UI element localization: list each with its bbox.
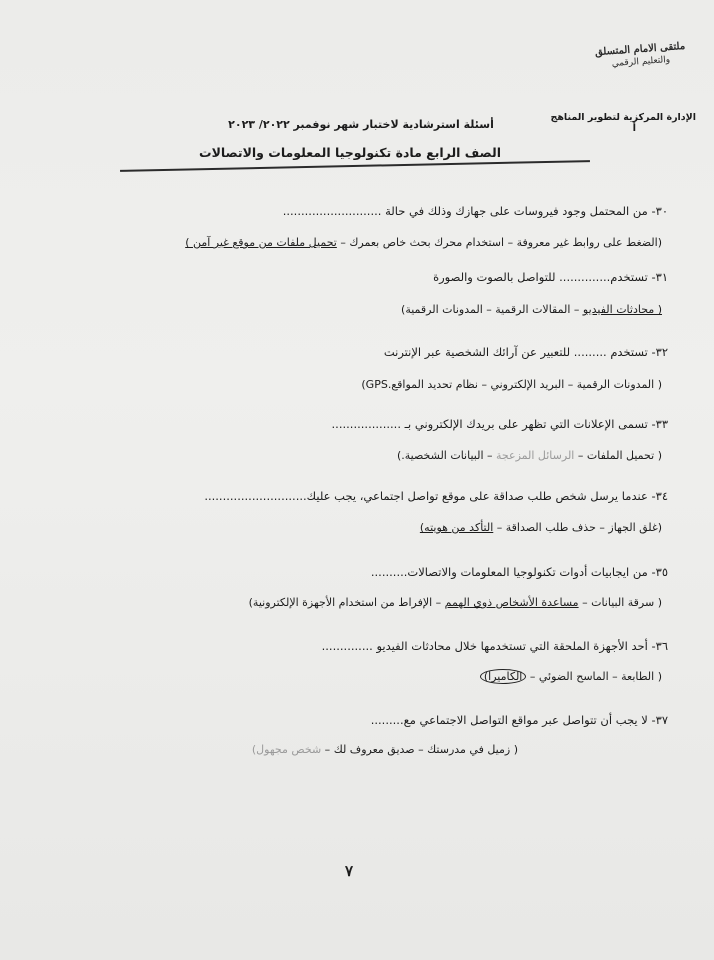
option: ( سرقة البيانات [591,596,662,609]
option: الإفراط من استخدام الأجهزة الإلكترونية) [248,596,433,609]
option: ( تحميل الملفات [586,449,662,462]
question-text: تستخدم ......... للتعبير عن آرائك الشخصية عبر الإنترنت [383,345,648,359]
option: ( المدونات الرقمية [576,378,662,391]
option: الماسح الضوئي [538,670,609,683]
department-mark: أ [632,123,636,134]
ministry-logo [594,41,690,113]
logo-line-1: ملتقى الامام المتسلق [594,40,686,59]
question-number: ٣٧- [651,713,668,727]
option: ( الطابعة [621,670,662,683]
question-33 [332,417,668,431]
question-text: من ايجابيات أدوات تكنولوجيا المعلومات والاتصالات.......... [370,565,648,579]
option-correct: الكاميرا) [480,669,526,684]
option: ( زميل في مدرستك [427,743,518,756]
option-correct: شخص مجهول) [251,743,322,756]
question-number: ٣٢- [651,345,668,359]
question-31 [433,270,668,284]
question-text: من المحتمل وجود فيروسات على جهازك وذلك في حالة ........................... [282,204,648,218]
question-number: ٣١- [651,270,668,284]
option-correct: مساعدة الأشخاص ذوي الهمم [444,596,579,609]
department-header [516,112,696,134]
option: صديق معروف لك [333,743,415,756]
question-37 [371,713,668,727]
subject-title: الصف الرابع مادة تكنولوجيا المعلومات والاتصالات [199,145,501,160]
option: استخدام محرك بحث خاص بعمرك [349,236,505,249]
option-correct: تحميل ملفات من موقع غير آمن ) [185,236,337,249]
options-31: ( محادثات الفيديو – المقالات الرقمية – المدونات الرقمية) [401,303,662,316]
options-36: ( الطابعة – الماسح الضوئي – الكاميرا) [480,670,662,683]
option: (غلق الجهاز [608,521,662,534]
question-text: تسمى الإعلانات التي تظهر على بريدك الإلكتروني بـ ................... [331,417,648,431]
exam-title: أسئلة استرشادية لاختبار شهر نوفمبر ٢٠٢٢/ ٢٠٢٣ [228,118,494,131]
question-number: ٣٥- [651,565,668,579]
option: (الضغط على روابط غير معروفة [516,236,662,249]
question-number: ٣٦- [651,639,668,653]
option-correct: ( محادثات الفيديو [582,303,662,316]
option-correct: الرسائل المزعجة [496,449,575,462]
question-text: أحد الأجهزة الملحقة التي تستخدمها خلال محادثات الفيديو .............. [321,639,648,653]
options-33: ( تحميل الملفات – الرسائل المزعجة – البيانات الشخصية.) [396,449,662,462]
question-text: تستخدم.............. للتواصل بالصوت والصورة [433,270,648,284]
page-number: ٧ [345,862,354,880]
options-32: ( المدونات الرقمية – البريد الإلكتروني – نظام تحديد المواقع.GPS) [361,378,662,391]
question-36 [322,639,668,653]
question-number: ٣٤- [651,489,668,503]
option-correct: التأكد من هويته) [419,521,494,534]
department-name: الإدارة المركزية لتطوير المناهج [550,112,696,123]
options-37: ( زميل في مدرستك – صديق معروف لك – شخص مجهول) [251,743,518,756]
question-32 [384,345,668,359]
option: المدونات الرقمية) [401,303,483,316]
title-divider [120,160,590,172]
logo-line-2: والتعليم الرقمي [611,55,671,70]
option: البريد الإلكتروني [490,378,565,391]
question-34 [204,489,668,503]
option: حذف طلب الصداقة [505,521,596,534]
question-35 [371,565,668,579]
options-35: ( سرقة البيانات – مساعدة الأشخاص ذوي الهمم – الإفراط من استخدام الأجهزة الإلكترونية) [248,596,662,609]
question-30 [283,204,668,218]
question-number: ٣٠- [651,204,668,218]
option: المقالات الرقمية [495,303,571,316]
question-number: ٣٣- [651,417,668,431]
option: البيانات الشخصية.) [396,449,484,462]
options-30: (الضغط على روابط غير معروفة – استخدام محرك بحث خاص بعمرك – تحميل ملفات من موقع غير آمن ) [185,236,662,249]
question-text: لا يجب أن تتواصل عبر مواقع التواصل الاجتماعي مع......... [370,713,648,727]
option: نظام تحديد المواقع.GPS) [361,378,478,391]
options-34: (غلق الجهاز – حذف طلب الصداقة – التأكد من هويته) [419,521,662,534]
question-text: عندما يرسل شخص طلب صداقة على موقع تواصل اجتماعي، يجب عليك............................ [204,489,648,503]
